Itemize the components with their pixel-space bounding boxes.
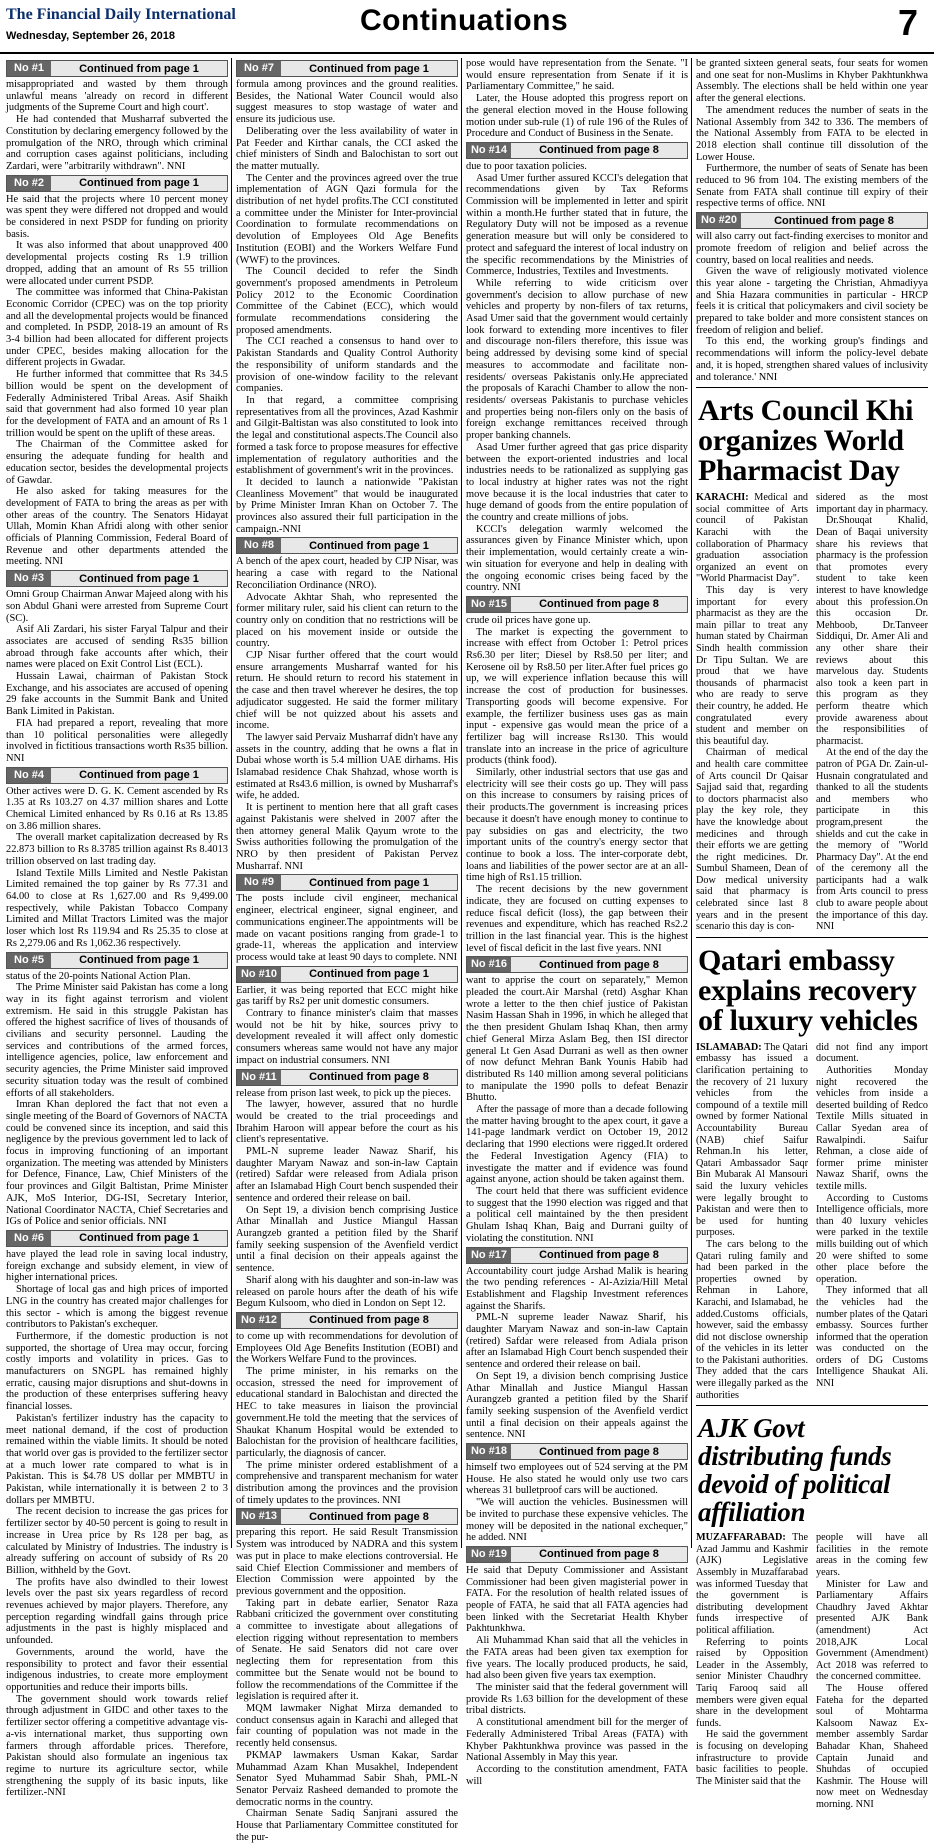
article-paragraph: to come up with recommendations for devolution of Employees Old Age Benefits Institution (EOBI) and the Workers Welfare Fund to the provinces. [236, 1330, 458, 1366]
article-paragraph: It decided to launch a nationwide "Pakistan Cleanliness Movement" that would be inaugurated by Prime Minister Imran Khan on October 7. The provinces also assured their full participation in the campaign.-NNI [236, 476, 458, 535]
continuation-block [6, 60, 228, 173]
article-paragraph: He also asked for taking measures for the development of FATA to bring the areas as per with other areas of the country. The Senators Hidayat Ullah, Momin Khan Afridi along with other senior officials of Planning Commission, Federal Board of Revenue and other departments attended the meeting. NNI [6, 486, 228, 568]
story-paragraph [696, 1532, 808, 1636]
story-headline: AJK Govt distributing funds devoid of political affiliation [698, 1413, 892, 1528]
continuation-number: No #18 [467, 1444, 511, 1459]
continuation-header [236, 60, 458, 77]
column-rule [691, 58, 692, 1548]
article-paragraph: Other actives were D. G. K. Cement ascended by Rs 1.35 at Rs 103.27 on 4.37 million shares and Lotte Chemical Limited enhanced by Rs 0.16 at Rs 13.85 on 3.86 million shares. [6, 785, 228, 832]
story-paragraph: sidered as the most important day in pharmacy. [816, 492, 928, 515]
continuation-number: No #12 [237, 1313, 281, 1328]
article-paragraph: On Sept 19, a division bench comprising Justice Athar Minallah and Justice Miangul Hassan Aurangzeb granted a petition filed by the Sharif family seeking suspension of the Avenfield verdict until a final decision on their appeals against the sentence. NNI [466, 1370, 688, 1441]
continuation-number: No #10 [237, 967, 281, 982]
story-divider [696, 937, 928, 938]
article-paragraph: due to poor taxation policies. [466, 160, 587, 172]
story-lead-text: Medical and social committee of Arts council of Pakistan Karachi with the collaboration of Pharmacy graduation association organized an event on "World Pharmacist Day". [696, 492, 809, 585]
story-paragraph: Authorities Monday night recovered the vehicles from inside a deserted building of Redco Textile Mills situated in Callar Syedan area of Rawalpindi. Saifur Rehman, a close aide of former prime minister Nawaz Sharif, owns the textile mills. [816, 1065, 928, 1192]
story-paragraph: The cars belong to the Qatari ruling family and had been parked in the properties owned by Rehman in Lahore, Karachi, and Islamabad, he added.Customs officials, however, said the embassy did not disclose ownership of the vehicles in its letter to the Pakistani authorities. They added that the cars were illegally parked as the authorities [696, 1238, 809, 1401]
article-paragraph: On Sept 19, a division bench comprising Justice Athar Minallah and Justice Miangul Hassan Aurangzeb granted a petition filed by the Sharif family seeking suspension of the Avenfield verdict until a final decision on their appeals against the sentence. [236, 1204, 458, 1275]
article-paragraph: The minister said that the federal government will provide Rs 1.63 billion for the development of these tribal districts. [466, 1682, 688, 1717]
story-paragraph: Dr.Shouqat Khalid, Dean of Baqai university share his reviews that pharmacy is the profession that promotes every student to take keen interest to have knowledge about this profession.On this occasion Dr. Mehboob, Dr.Tanveer Siddiqui, Dr. Amer Ali and any other share their reviews about this marvelous day. Students also took a keen part in this program as they perform theatre which provide awareness about the responsibilities of pharmacist. [816, 515, 928, 747]
article-paragraph: Accountability court judge Arshad Malik is hearing the two pending references - Al-Azizia/Hill Metal Establishment and Flagship Investment references against the Sharifs. [466, 1265, 688, 1312]
article-paragraph: The prime minister ordered establishment of a comprehensive and transparent mechanism for water distribution among the provinces and the provision of timely updates to the provinces. NNI [236, 1459, 458, 1506]
article-paragraph: He had contended that Musharraf subverted the Constitution by declaring emergency followed by the promulgation of the NRO, through which criminal and corruption cases against politicians, including Zardari, were "arbitrarily withdrawn". NNI [6, 114, 228, 172]
article-paragraph: PKMAP lawmakers Usman Kakar, Sardar Muhammad Azam Khan Musakhel, Independent Senator Syed Muhammad Sabir Shah, PML-N Senator Pervaiz Rasheed demanded to promote the democratic norms in the country. [236, 1749, 458, 1808]
article-paragraph: Asad Umer further assured KCCI's delegation that recommendations given by Tax Reforms Commission will be implemented in letter and spirit within a month.He further stated that in future, the Regulatory Duty will not be imposed as a revenue generation measure but will only be considered to protect and safeguard the interest of local industry on the specific recommendations by the Ministries of Commerce, Industries, Textiles and Investments. [466, 172, 688, 278]
continuation-header [236, 1312, 458, 1329]
continuation-header [236, 537, 458, 554]
continuation-block [236, 1312, 458, 1507]
continuation-block [236, 1069, 458, 1310]
continuation-header [6, 175, 228, 192]
story-paragraph: According to Customs Intelligence officials, more than 40 luxury vehicles were parked in the textile mills building out of which 20 were shifted to some other place before the operation. [816, 1192, 928, 1285]
continuation-block [466, 1247, 688, 1442]
continuation-label: Continued from page 1 [79, 62, 199, 75]
continuation-header [466, 596, 688, 613]
continuation-label: Continued from page 8 [309, 1510, 429, 1523]
story-paragraph: He said the government is focusing on developing infrastructure to provide basic facilities to people. The Minister said that the [696, 1729, 808, 1787]
continuation-label: Continued from page 8 [539, 1445, 659, 1458]
story-paragraph: This day is very important for every pharmacist as they are the main pillar to treat any human stated by Chairman Sindh health commission Dr Tipu Sultan. We are proud that we have thousands of pharmacist who are ready to serve their country, he added. He congratulated every student and member on this beautiful day. [696, 585, 808, 747]
article-paragraph: have played the lead role in saving local industry, foreign exchange and subsidy element, in view of higher international prices. [6, 1248, 228, 1284]
article-paragraph: It was also informed that about unapproved 400 developmental projects costing Rs 1.9 trillion dropped, adding that an amount of Rs 55 trillion were allocated under current PSDP. [6, 240, 228, 287]
story-paragraph: did not find any import document. [816, 1041, 928, 1065]
story-dateline: MUZAFFARABAD: [696, 1532, 786, 1544]
continuation-header [466, 956, 688, 973]
story-body [696, 492, 928, 933]
article-paragraph: status of the 20-points National Action Plan. [6, 970, 191, 982]
article-paragraph: MQM lawmaker Nighat Mirza demanded to conduct consensus again in Karachi and alleged that fair counting of population was not made in the recently held consensus. [236, 1703, 458, 1750]
continuation-number: No #6 [7, 1231, 51, 1246]
continuation-number: No #2 [7, 176, 51, 191]
story-dateline: KARACHI: [696, 492, 749, 504]
story-lead-text: The Qatari embassy has issued a clarification pertaining to the recovery of 21 luxury vehicles from the compound of a textile mill owned by former National Accountability Bureau (NAB) chief Saifur Rehman.In his letter, Qatari Ambassador Saqr Bin Mubarak Al Mansouri said the luxury vehicles were legally brought to Pakistan and were then to be used for hunting purposes. [696, 1041, 808, 1239]
article-paragraph: The market is expecting the government to increase with effect from October 1: Petrol prices Rs6.30 per liter; Diesel by Rs8.50 per liter; and Kerosene oil by Rs8.50 per liter.After fuel prices go up, we will experience inflation because this will increase the cost of production for businesses. Transporting goods will become expensive. For example, the fertilizer business uses gas as main input - expensive gas would mean the price of a fertilizer bag will increase Rs130. This would translate into an increase in the price of agriculture products (think food). [466, 626, 688, 767]
continuation-label: Continued from page 1 [79, 1232, 199, 1245]
continuation-header [466, 142, 688, 159]
article-paragraph: pose would have representation from the Senate. "I would ensure representation from Senate if it is Parliamentary Committee," he said. [466, 58, 688, 93]
continuation-number: No #20 [697, 213, 741, 228]
continuation-number: No #11 [237, 1070, 281, 1085]
article-paragraph: Ali Muhammad Khan said that all the vehicles in the FATA areas had been given tax exemption for five years. The locally produced products, he said, had also been given five years tax exemption. [466, 1635, 688, 1682]
continuation-label: Continued from page 8 [539, 598, 659, 611]
column-3 [466, 58, 688, 1787]
continuation-label: Continued from page 1 [79, 954, 199, 967]
article-paragraph: The Chairman of the Committee asked for ensuring the adequate funding for health and education sector, besides the developmental projects of Gawdar. [6, 439, 228, 486]
article-paragraph: The CCI reached a consensus to hand over to Pakistan Standards and Quality Control Authority the responsibility of uniform standards and the provision of one-window facility to the relevant companies. [236, 336, 458, 395]
article-paragraph: The recent decisions by the new government indicate, they are focused on cutting expenses to reduce fiscal deficit (loss), the gap between their revenues and expenditure, which has reached Rs2.2 trillion in the last financial year. This is the highest level of fiscal deficit in the last five years. NNI [466, 884, 688, 954]
article-paragraph: Furthermore, the number of seats of Senate has been reduced to 96 from 104. The existing members of the Senate from FATA shall continue till expiry of their respective terms of office. NNI [696, 163, 928, 210]
article-paragraph: The overall market capitalization decreased by Rs 22.873 billion to Rs 8.3785 trillion against Rs 8.4013 trillion observed on last trading day. [6, 832, 228, 867]
article-paragraph: After the passage of more than a decade following the matter having brought to the apex court, it gave a 141-page landmark verdict on October 19, 2012 declaring that 1990 elections were rigged.It ordered the Federal Investigation Agency (FIA) to investigate the matter and if evidence was found against anyone, action should be taken against them. [466, 1104, 688, 1186]
continuation-block [696, 58, 928, 210]
story-paragraph: They informed that all the vehicles had the number plates of the Qatari embassy. Sources further informed that the operation was conducted on the orders of DG Customs Intelligence Shaukat Ali. NNI [816, 1285, 928, 1390]
article-paragraph: Advocate Akhtar Shah, who represented the former military ruler, said his client can return to the country only on condition that no restrictions will be placed on his movement inside or outside the country. [236, 591, 458, 650]
article-paragraph: A constitutional amendment bill for the merger of Federally Administered Tribal Areas (FATA) with Khyber Pakhtunkhwa province was passed in the National Assembly in May this year. [466, 1717, 688, 1764]
continuation-number: No #5 [7, 953, 51, 968]
article-paragraph: The profits have also dwindled to their lowest levels over the past six years regardless of record revenues achieved by major players. Therefore, any perception regarding windfall gains through price adjustments in the past is highly misplaced and unfounded. [6, 1576, 228, 1647]
continuation-block [466, 1546, 688, 1787]
continuation-label: Continued from page 8 [309, 1071, 429, 1084]
continuation-number: No #19 [467, 1547, 511, 1562]
continuation-header [6, 952, 228, 969]
story-column-left [696, 492, 808, 933]
continuation-header [696, 212, 928, 229]
continuation-label: Continued from page 1 [309, 876, 429, 889]
article-paragraph: The posts include civil engineer, mechanical engineer, electrical engineer, signal engineer, and communications engineer.The appointments will be made on vacant positions ranging from grade-1 to grade-11, whereas the application and interview process would take at least 90 days to complete. NNI [236, 893, 458, 963]
article-paragraph: The lawyer, however, assured that no hurdle would be created to the trial proceedings and Ibrahim Haroon will appear before the court as his client's representative. [236, 1099, 458, 1146]
continuation-block [6, 1230, 228, 1799]
article-paragraph: To this end, the working group's findings and recommendations will inform the policy-level debate and, it is hoped, strengthen shared values of inclusivity and tolerance.' NNI [696, 336, 928, 383]
story-dateline: ISLAMABAD: [696, 1041, 762, 1053]
article-paragraph: Sharif along with his daughter and son-in-law was released on parole hours after the death of his wife Begum Kulsoom, who died in London on Sept 12. [236, 1274, 458, 1310]
article-paragraph: He said that the projects where 10 percent money was spent they were differed not dropped and would be considered in next PSDP for funding on priority basis. [6, 193, 228, 240]
article-paragraph: Contrary to finance minister's claim that masses would not be hit by hike, sources privy to development revealed it will affect only domestic consumers whereas same would not have any major impact on industrial consumers. NNI [236, 1008, 458, 1066]
continuation-header [6, 1230, 228, 1247]
article-paragraph: Governments, around the world, have the responsibility to protect and favor their essential indigenous industries, to create more employment opportunities and reduce their imports bills. [6, 1646, 228, 1693]
article-paragraph: The court held that there was sufficient evidence to suggest that the 1990 election was rigged and that a political cell maintained by the then president Ghulam Ishaq Khan, Baig and Durrani guilty of violating the constitution. NNI [466, 1185, 688, 1244]
story-headline: Qatari embassy explains recovery of luxury vehicles [698, 943, 918, 1037]
continuation-label: Continued from page 8 [539, 1249, 659, 1261]
article-paragraph: He said that Deputy Commissioner and Assistant Commissioner had been given magisterial power in FATA. For the resolution of health related issues of people of FATA, he said that all FATA agencies had been linked with the Secretariat Health Khyber Pakhtunkhwa. [466, 1564, 688, 1635]
page-number: 7 [897, 2, 918, 43]
continuation-label: Continued from page 8 [539, 1548, 659, 1561]
article-paragraph: misappropriated and wasted by them through unlawful means 'already on record in different judgments of the Supreme Court and high court'. [6, 79, 228, 114]
column-4 [696, 58, 928, 1810]
continuation-label: Continued from page 1 [309, 539, 429, 552]
continuation-block [466, 58, 688, 140]
article-paragraph: The committee was informed that China-Pakistan Economic Corridor (CPEC) was on the top priority and all the developmental projects would be financed and completed. In PSDP, 2018-19 an amount of Rs 3-4 billion had been allocated for different projects under CPEC, besides making allocation for the different projects in Gwadar. [6, 287, 228, 369]
continuation-block [696, 212, 928, 383]
continuation-block [6, 767, 228, 950]
continuation-block [466, 142, 688, 594]
story-paragraph: At the end of the day the patron of PGA Dr. Zain-ul-Husnain congratulated and thanked to all the students and members who participate in this program,present the shields and cut the cake in the memory of "World Pharmacy Day". At the end of the ceremony all the participants had a walk from Arts council to press club to aware people about the importance of this day. NNI [816, 747, 928, 933]
story-paragraph: Referring to points raised by Opposition Leader in the Assembly, senior Minister Chaudhry Tariq Farooq said all members were given equal share in the development funds. [696, 1636, 808, 1729]
story-column-right [816, 1042, 928, 1401]
article-paragraph: Earlier, it was being reported that ECC might hike gas tariff by Rs2 per unit domestic consumers. [236, 984, 458, 1008]
continuation-header [466, 1546, 688, 1563]
article-paragraph: Similarly, other industrial sectors that use gas and electricity will see their costs go up. They will pass on this increase to consumers by raising prices of their products.The government is increasing prices because it doesn't have enough money to continue to pay subsidies on gas and electricity, the two important units of the country's energy sector that continue to book a loss. The inter-corporate debt, loans and liabilities of the power sector are at an all-time high of Rs1.15 trillion. [466, 767, 688, 884]
article-paragraph: The amendment reduces the number of seats in the National Assembly from 342 to 336. The members of the National Assembly from FATA to be elected in 2018 election shall continue till dissolution of the Lower House. [696, 104, 928, 163]
story-paragraph: Minister for Law and Parliamentary Affairs Chaudhry Javed Akhtar presented AJK Bank (amendment) Act 2018,AJK Local Government (Amendment) Act 2018 was referred to the concerned committee. [816, 1578, 928, 1683]
continuation-block [6, 570, 228, 765]
story-divider [696, 387, 928, 388]
article-paragraph: PML-N supreme leader Nawaz Sharif, his daughter Maryam Nawaz and son-in-law Captain (retired) Safdar were released from Adiala prison after an Islamabad High Court bench suspended their sentence and ordered their release on bail. [236, 1146, 458, 1204]
article-paragraph: Taking part in debate earlier, Senator Raza Rabbani criticized the government over constituting a committee to investigate about allegations of election rigging without representation to members of Senate. He said Senators did not care over neglecting them for representation from this committee but the Senate would not be bound to follow the recommendations of the Committee if the legislation is required after it. [236, 1597, 458, 1703]
story-paragraph: Chairman of medical and health care committee of Arts council Dr Qaisar Sajjad said that, regarding to doctors pharmacist also play the key role, they have the knowledge about medicines and through their efforts we are getting the right medicines. Dr. Sumbul Shameen, Dean of Dow medical university said that pharmacy is celebrated since last 8 years and in the present scenario this day is con- [696, 747, 808, 933]
article-paragraph: himself two employees out of 524 serving at the PM House. He also stated he would only use two cars whereas 31 bulletproof cars will be auctioned. [466, 1462, 688, 1497]
continuation-header [6, 570, 228, 587]
article-paragraph: The Prime Minister said Pakistan has come a long way in its fight against terrorism and violent extremism. He said in this struggle Pakistan has offered the highest sacrifice of lives of thousands of civilians and security personnel. Lauding the services and contributions of the armed forces, intelligence agencies, police, law enforcement and security agencies, the Prime Minister said improved security situation today was the result of combined efforts of all stakeholders. [6, 982, 228, 1099]
continuation-block [466, 956, 688, 1244]
continuation-header [236, 1069, 458, 1086]
column-2 [236, 58, 458, 1843]
article-paragraph: PML-N supreme leader Nawaz Sharif, his daughter Maryam Nawaz and son-in-law Captain (retired) Safdar were released from Adiala prison after an Islamabad High Court bench suspended their sentence and ordered their release on bail. [466, 1312, 688, 1371]
article-paragraph: The Center and the provinces agreed over the true implementation of AGN Qazi formula for the distribution of net hydel profits.The CCI constituted a committee under the Minister for Inter-provincial Coordination to formulate recommendations on devolution of Employees Old Age Benefits Institution (EOBI) and the Workers Welfare Fund (WWF) to the provinces. [236, 172, 458, 266]
continuation-block [236, 537, 458, 872]
continuation-number: No #3 [7, 571, 51, 586]
article-paragraph: preparing this report. He said Result Transmission System was introduced by NADRA and this system was put in place to make elections controversial. He said Chief Election Commissioner and members of Election Commission were appointed by the previous government and the opposition. [236, 1527, 458, 1597]
continuation-block [466, 596, 688, 954]
continuation-header [236, 1508, 458, 1525]
masthead [0, 0, 934, 54]
continuation-block [236, 966, 458, 1067]
article-paragraph: Island Textile Mills Limited and Nestle Pakistan Limited remained the top gainer by Rs 77.31 and 64.00 to close at Rs 1,627.00 and Rs 9,499.00 respectively, while Pakistan Tobacco Company Limited and Millat Tractors Limited was the major loser which lost Rs 119.94 and Rs 25.35 to close at Rs 2,279.06 and Rs 1,062.36 respectively. [6, 867, 228, 949]
article-paragraph: Hussain Lawai, chairman of Pakistan Stock Exchange, and his associates are accused of opening 29 fake accounts in the Summit Bank and United Bank Limited in Pakistan. [6, 671, 228, 718]
continuation-number: No #15 [467, 597, 511, 612]
continuation-header [466, 1443, 688, 1460]
article-paragraph: The prime minister, in his remarks on the occasion, stressed the need for improvement of educational standard in Balochistan and directed the HEC to take measures in liaison the provincial government.He told the meeting that the services of Shaukat Khanum Hospital would be extended to Balochistan for the provision of healthcare facilities, particularly, the diagnosis of cancer. [236, 1366, 458, 1459]
story-body [696, 1042, 928, 1401]
article-paragraph: Shortage of local gas and high prices of imported LNG in the country has created major challenges for this sector - which is among the biggest revenue contributors to Pakistan's exchequer. [6, 1284, 228, 1331]
continuation-number: No #14 [467, 143, 511, 158]
story-column-left [696, 1042, 808, 1401]
article-paragraph: release from prison last week, to pick up the pieces. [236, 1087, 451, 1099]
continuation-label: Continued from page 8 [309, 1314, 429, 1327]
continuation-header [466, 1247, 688, 1264]
story-paragraph: people will have all facilities in the remote areas in the coming few years. [816, 1532, 928, 1579]
column-rule [231, 58, 232, 1548]
publication-date: Wednesday, September 26, 2018 [6, 30, 175, 42]
continuation-label: Continued from page 1 [79, 769, 199, 782]
article-paragraph: formula among provinces and the ground realities. Besides, the National Water Council would also suggest measures to stop wastage of water and ensure its judicious use. [236, 79, 458, 126]
article-paragraph: He further informed that committee that Rs 34.5 billion would be spent on the development of Federally Administered Tribal Areas. Asif Shaikh said that government had also formed 10 year plan for the development of FATA and an amount of Rs 1 trillion would be spent on the uplift of these areas. [6, 369, 228, 439]
article-paragraph: crude oil prices have gone up. [466, 614, 591, 626]
article-paragraph: It is pertinent to mention here that all graft cases against Pakistanis were shelved in 2007 after the then attorney general Malik Qayum wrote to the Swiss authorities following the promulgation of the NRO by then president of Pakistan Pervez Musharraf. NNI [236, 802, 458, 872]
story-column-right [816, 492, 928, 933]
article-paragraph: FIA had prepared a report, revealing that more than 10 political personalities were allegedly involved in fictitious transactions worth Rs35 billion. NNI [6, 717, 228, 764]
continuation-number: No #1 [7, 61, 51, 76]
story-lead-text: The Azad Jammu and Kashmir (AJK) Legislative Assembly in Muzaffarabad was informed Tuesday that the government is distributing development funds irrespective of political affiliation. [696, 1532, 808, 1636]
article-paragraph: want to apprise the court on separately," Memon pleaded the court.Air Marshal (retd) Asghar Khan wrote a letter to the then chief justice of Pakistan Nasim Hassan Shah in 1996, in which he alleged that the then president Ghulam Ishaq Khan, then army chief General Mirza Aslam Beg, then ISI director general Lt Gen Asad Durrani as well as then owner of now defunct Mehran Bank Younis Habib had distributed Rs 140 million among several politicians to manipulate the 1990 polls to defeat Benazir Bhutto. [466, 975, 688, 1104]
continuation-header [236, 966, 458, 983]
article-paragraph: A bench of the apex court, headed by CJP Nisar, was hearing a case with regard to the National Reconciliation Ordinance (NRO). [236, 556, 458, 591]
continuation-header [6, 767, 228, 784]
article-paragraph: According to the constitution amendment, FATA will [466, 1763, 688, 1787]
continuation-number: No #9 [237, 875, 281, 890]
article-paragraph: The lawyer said Pervaiz Musharraf didn't have any assets in the country, adding that he owns a flat in Dubai whose worth is 5.4 million UAE dirhams. His Islamabad residence Chak Shahzad, whose worth is estimated at Rs43.6 million, is owned by Musharraf's wife, he added. [236, 731, 458, 802]
article-paragraph: Omni Group Chairman Anwar Majeed along with his son Abdul Ghani were arrested from Supreme Court (SC). [6, 589, 228, 624]
continuation-number: No #13 [237, 1509, 281, 1524]
continuation-number: No #16 [467, 957, 511, 972]
story-divider [696, 1405, 928, 1406]
article-paragraph: The recent decision to increase the gas prices for fertilizer sector by 40-50 percent is going to result in increase in Urea price by Rs 128 per bag, as calculated by Ministry of Industries. The industry is already suffering on account of subsidy of Rs 20 Billion, withheld by the Govt. [6, 1506, 228, 1576]
continuation-label: Continued from page 1 [79, 572, 199, 585]
article-paragraph: Asad Umer further agreed that gas price disparity between the export-oriented industries and local industries needs to be rationalized as supplying gas to local industry at higher rates was not the right move because it is the local industries that cater to huge demand of goods from the entire population of the country and create millions of jobs. [466, 441, 688, 524]
continuation-label: Continued from page 8 [539, 144, 659, 157]
article-paragraph: be granted sixteen general seats, four seats for women and one seat for non-Muslims in Khyber Pakhtunkhwa Assembly. The elections shall be held within one year after the general elections. [696, 58, 928, 105]
article-paragraph: The government should work towards relief through adjustment in GIDC and other taxes to the fertilizer sector offering a competitive advantage vis-a-vis international market, thus supporting own farmers through affordable prices. Therefore, Pakistan should also formulate an ingenious tax regime to nurture its agriculture sector, while strengthening the supply of its basic inputs, like fertilizer.-NNI [6, 1693, 228, 1799]
article-paragraph: Chairman Senate Sadiq Sanjrani assured the House that Parliamentary Committee constituted for the pur- [236, 1808, 458, 1843]
continuation-number: No #17 [467, 1248, 511, 1263]
story-column-right [816, 1532, 928, 1810]
paper-name: The Financial Daily International [6, 6, 236, 23]
story-body [696, 1532, 928, 1810]
column-1 [6, 58, 228, 1799]
continuation-label: Continued from page 8 [539, 958, 659, 971]
continuation-block [6, 952, 228, 1228]
article-paragraph: CJP Nisar further offered that the court would ensure arrangements Musharraf wanted for his return. He should return to record his statement in the case and then travel wherever he desires, the top adjudicator suggested. He said the former military chief will be not quizzed about his assets and income. [236, 650, 458, 732]
article-paragraph: will also carry out fact-finding exercises to monitor and promote freedom of religion and belief across the country, based on local realities and needs. [696, 231, 928, 266]
section-title: Continuations [360, 4, 569, 37]
continuation-number: No #4 [7, 768, 51, 783]
article-paragraph: In that regard, a committee comprising representatives from all the provinces, Azad Kashmir and Gilgit-Baltistan was also constituted to look into the legal and constitutional aspects.The Council also formed a task force to propose measures for effective implementation of regulatory authorities and the establishment of government's writ in the provinces. [236, 394, 458, 477]
continuation-block [236, 60, 458, 535]
story-paragraph [696, 492, 808, 585]
story-paragraph: The House offered Fateha for the departed soul of Mohtarma Kalsoom Nawaz Ex-member assembly Sardar Bahadar Khan, Shaheed Captain Junaid and Shuhdas of occupied Kashmir. The House will now meet on Wednesday morning. NNI [816, 1682, 928, 1810]
article-paragraph: While referring to wide criticism over government's decision to allow purchase of new vehicles and property by non-filers of tax returns, Asad Umer said that the government would certainly look forward to extending more incentives to filer and discourage non-filers therefore, this issue was being addressed by devising some kind of special measures to accommodate and facilitate non-residents/ overseas Pakistanis only.He appreciated the proposals of Karachi Chamber to allow the non-residents/ overseas Pakistanis to purchase vehicles and properties being non-filers only on the basis of foreign exchange remittances received through proper banking channels. [466, 277, 688, 442]
article-paragraph: Imran Khan deplored the fact that not even a single meeting of the Board of Governors of NACTA could be convened since its inception, and said this negligence by the previous government led to lack of focus in improving functioning of an important organization. The meeting was attended by Ministers for Defence, Finance, Law, Chief Ministers of the four provinces and Gilgit Baltistan, Prime Minister AJK, MoS Interior, DG-ISI, Secretary Interior, National Coordinator NACTA, Chief Secretaries and IGs of Police and senior officials. NNI [6, 1099, 228, 1228]
story-column-left [696, 1532, 808, 1810]
continuation-label: Continued from page 1 [79, 177, 199, 190]
article-paragraph: Later, the House adopted this progress report on the general election moved in the House following motion under sub-rule (1) of rule 196 of the Rules of Procedure and Conduct of Business in the Senate. [466, 93, 688, 140]
article-paragraph: Pakistan's fertilizer industry has the capacity to meet national demand, if the cost of production remained within the viable limits. It should be noted that world over gas is provided to the fertilizer sector at a much lower rate compared to what is in Pakistan. This is $4.78 US dollar per MMBTU in Pakistan, while internationally it is between 2 to 3 dollars per MMBTU. [6, 1412, 228, 1506]
article-paragraph: "We will auction the vehicles. Businessmen will be invited to purchase these expensive vehicles. The money will be deposited in the national exchequer," he added. NNI [466, 1497, 688, 1544]
continuation-label: Continued from page 1 [309, 968, 429, 981]
continuation-header [6, 60, 228, 77]
continuation-label: Continued from page 8 [774, 214, 894, 227]
continuation-label: Continued from page 1 [309, 62, 429, 75]
continuation-number: No #8 [237, 538, 281, 553]
story-headline: Arts Council Khi organizes World Pharmacist Day [698, 394, 914, 488]
continuation-number: No #7 [237, 61, 281, 76]
article-paragraph: Deliberating over the less availability of water in Pat Feeder and Kirthar canals, the CCI asked the chief ministers of Sindh and Balochistan to sort out the matter mutually. [236, 125, 458, 172]
continuation-header [236, 874, 458, 891]
article-paragraph: The Council decided to refer the Sindh government's proposed amendments in Petroleum Policy 2012 to the Economic Coordination Committee of the Cabinet (ECC), which would formulate recommendations considering the proposed amendments. [236, 266, 458, 336]
story-paragraph [696, 1042, 808, 1239]
column-rule [461, 58, 462, 1548]
article-paragraph: KCCI's delegation warmly welcomed the assurances given by Finance Minister which, upon their implementation, would certainly create a win-win situation for everyone and help in dealing with the ongoing economic crises being faced by the country. NNI [466, 523, 688, 594]
continuation-block [466, 1443, 688, 1544]
continuation-block [236, 874, 458, 963]
continuation-block [6, 175, 228, 569]
article-paragraph: Furthermore, if the domestic production is not supported, the shortage of Urea may occur, forcing costly imports and volatility in prices. Gas to manufacturers on SNGPL has remained highly erratic, causing major disruptions and shut-downs in the production of these enterprises suffering heavy financial losses. [6, 1330, 228, 1413]
article-paragraph: Asif Ali Zardari, his sister Faryal Talpur and their associates are accused of sending Rs35 billion abroad through fake accounts after which, their names were placed on Exit Control List (ECL). [6, 624, 228, 671]
continuation-block [236, 1508, 458, 1843]
article-paragraph: Given the wave of religiously motivated violence this year alone - targeting the Christian, Ahmadiyya and Shia Hazara communities in particular - HRCP feels it is critical that policymakers and civil society be prepared to take bolder and more consistent stances on freedom of religion and belief. [696, 266, 928, 336]
